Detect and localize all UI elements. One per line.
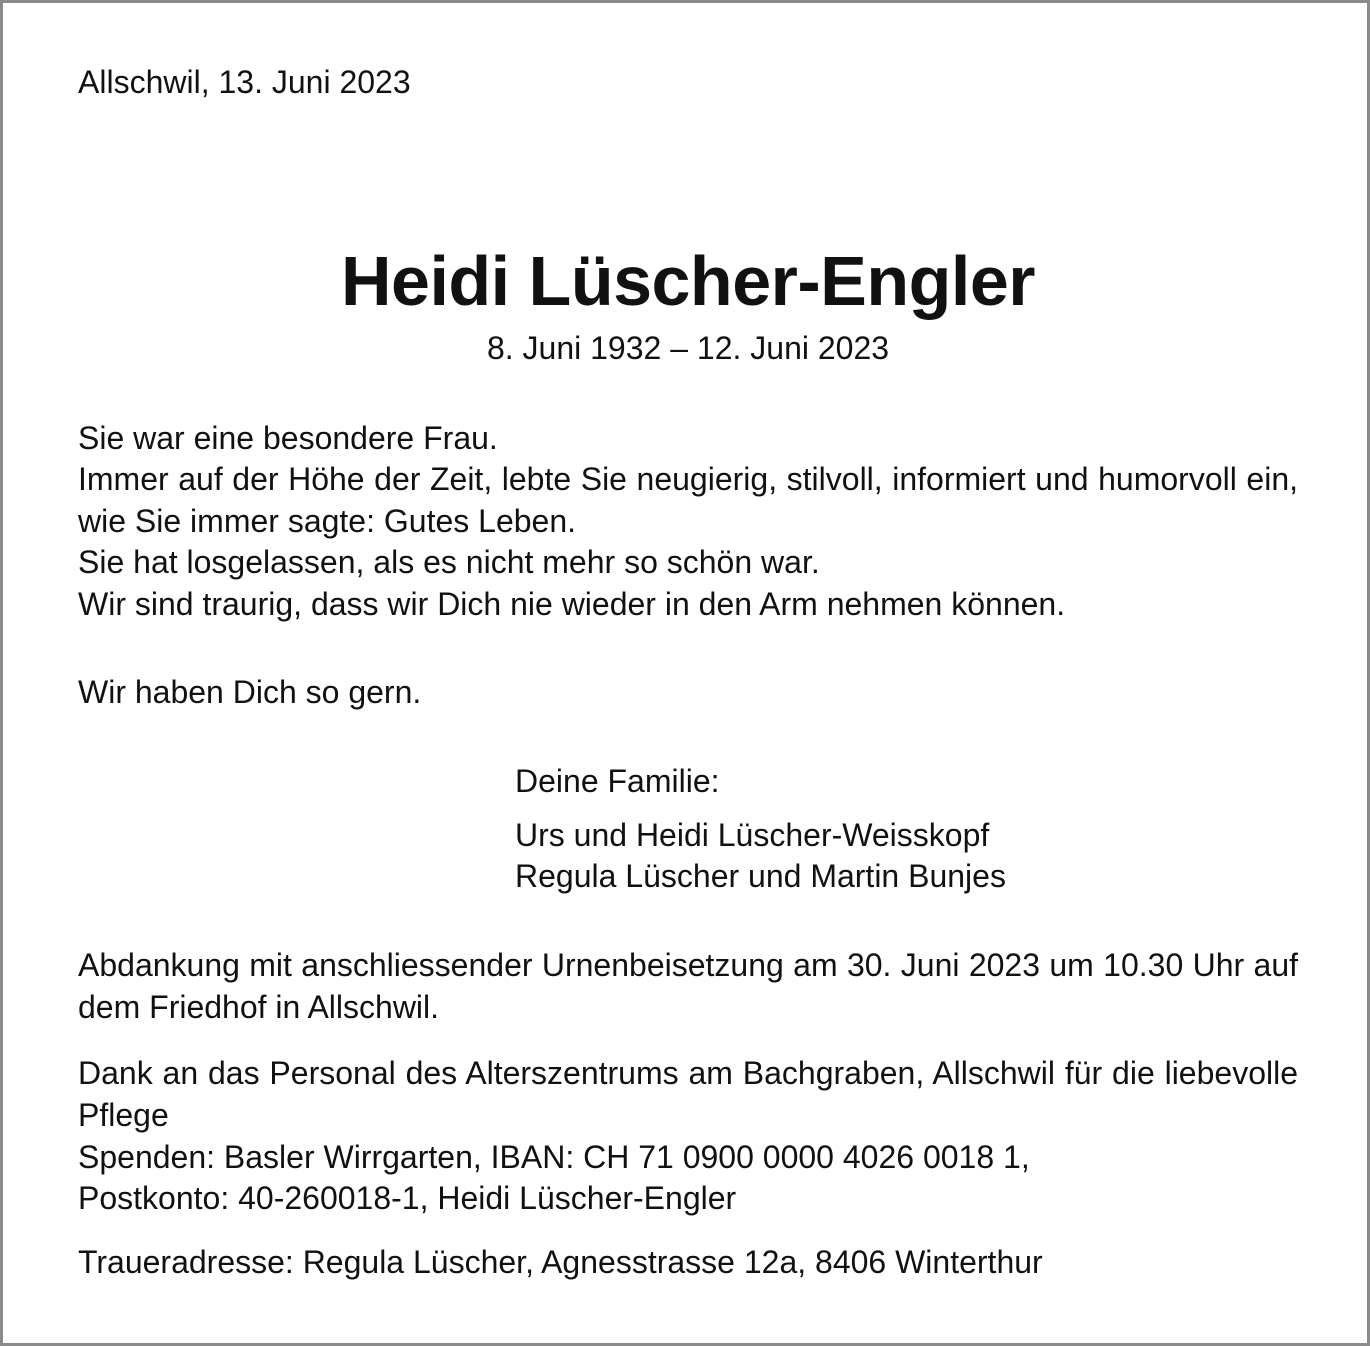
deceased-name: Heidi Lüscher-Engler [340,242,1036,320]
donations-line-2: Postkonto: 40-260018-1, Heidi Lüscher-Engler [78,1180,737,1216]
family-member: Urs und Heidi Lüscher-Weisskopf [515,817,990,853]
life-dates: 8. Juni 1932 – 12. Juni 2023 [486,330,890,366]
message-closing: Wir haben Dich so gern. [78,674,422,710]
family-heading: Deine Familie: [515,763,720,799]
donations-line-1: Spenden: Basler Wirrgarten, IBAN: CH 71 0900 0000 4026 0018 1, [78,1139,1030,1175]
thanks-note: Dank an das Personal des Alterszentrums am Bachgraben, Allschwil für die liebevolle Pflege [78,1055,1298,1133]
message-line-4: Wir sind traurig, dass wir Dich nie wieder in den Arm nehmen können. [78,586,1066,622]
message-line-1: Sie war eine besondere Frau. [78,420,498,456]
ceremony-info: Abdankung mit anschliessender Urnenbeisetzung am 30. Juni 2023 um 10.30 Uhr auf dem Friedhof in Allschwil. [78,947,1298,1025]
family-member: Regula Lüscher und Martin Bunjes [515,858,1006,894]
message-line-3: Sie hat losgelassen, als es nicht mehr so schön war. [78,544,820,580]
message-paragraph: Immer auf der Höhe der Zeit, lebte Sie neugierig, stilvoll, informiert und humorvoll ein, wie Sie immer sagte: Gutes Leben. [78,461,1298,539]
mourning-address: Traueradresse: Regula Lüscher, Agnesstrasse 12a, 8406 Winterthur [78,1244,1043,1280]
place-date: Allschwil, 13. Juni 2023 [78,64,411,100]
